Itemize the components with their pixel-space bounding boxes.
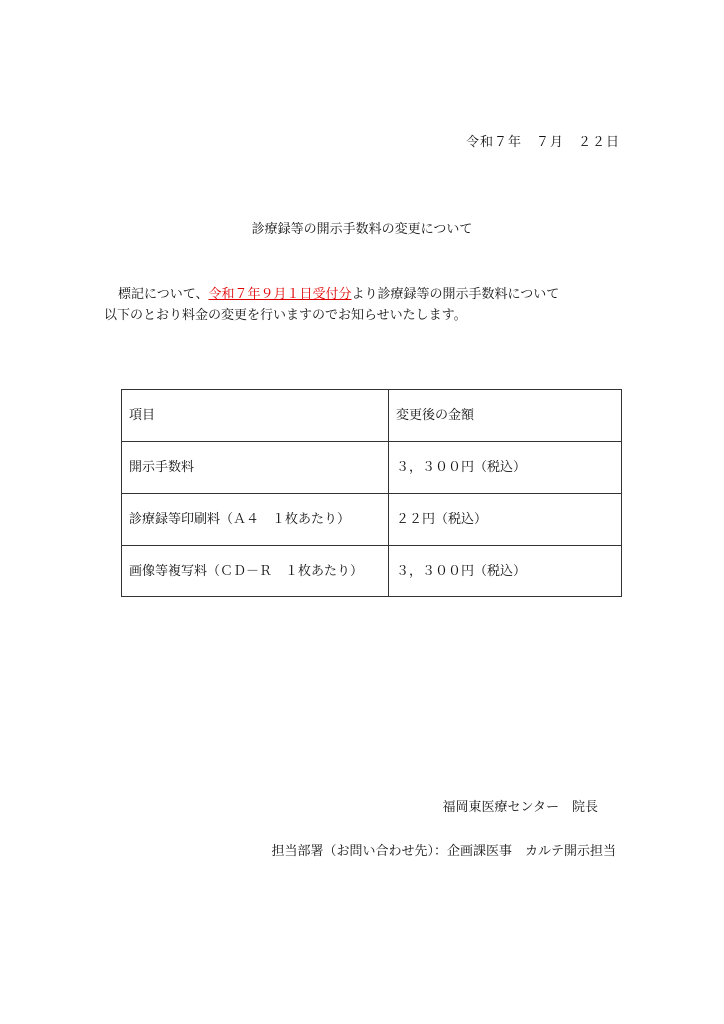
table-header-row bbox=[122, 390, 622, 442]
intro-line-1 bbox=[104, 284, 624, 305]
header-item: 項目 bbox=[122, 390, 389, 442]
header-amount: 変更後の金額 bbox=[389, 390, 622, 442]
intro-line-2: 以下のとおり料金の変更を行いますのでお知らせいたします。 bbox=[104, 308, 467, 323]
row-item: 開示手数料 bbox=[122, 442, 389, 494]
intro-prefix: 標記について、 bbox=[118, 287, 209, 302]
contact-department: 担当部署（お問い合わせ先）：企画課医事 カルテ開示担当 bbox=[271, 844, 616, 859]
intro-suffix: より診療録等の開示手数料について bbox=[351, 287, 560, 302]
table-row bbox=[122, 494, 622, 546]
organization-signature: 福岡東医療センター 院長 bbox=[442, 800, 598, 815]
document-title: 診療録等の開示手数料の変更について bbox=[251, 222, 473, 237]
row-amount: ３，３００円（税込） bbox=[389, 546, 622, 597]
fee-table bbox=[121, 389, 622, 597]
document-date: 令和７年 ７月 ２２日 bbox=[465, 135, 620, 150]
row-item: 画像等複写料（ＣＤ－Ｒ １枚あたり） bbox=[122, 546, 389, 597]
effective-date-highlight: 令和７年９月１日受付分 bbox=[208, 287, 352, 302]
intro-paragraph bbox=[104, 284, 624, 326]
row-amount: ３，３００円（税込） bbox=[389, 442, 622, 494]
table-row bbox=[122, 442, 622, 494]
row-amount: ２２円（税込） bbox=[389, 494, 622, 546]
table-row bbox=[122, 546, 622, 597]
row-item: 診療録等印刷料（Ａ４ １枚あたり） bbox=[122, 494, 389, 546]
